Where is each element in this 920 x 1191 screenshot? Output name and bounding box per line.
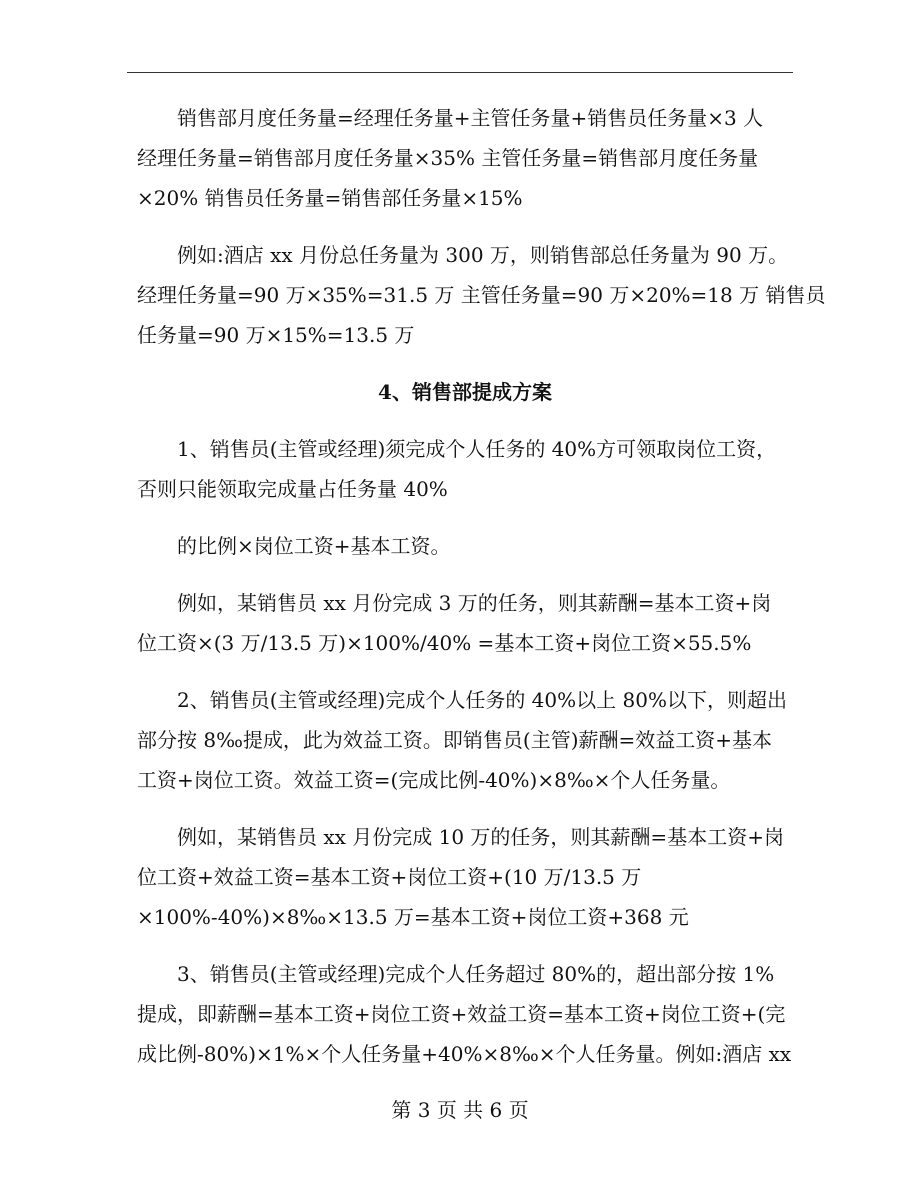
text-line: 位工资×(3 万/13.5 万)×100%/40% =基本工资+岗位工资×55.5% (137, 631, 752, 655)
text-line: 经理任务量=销售部月度任务量×35% 主管任务量=销售部月度任务量 (137, 146, 759, 170)
text-line: 工资+岗位工资。效益工资=(完成比例-40%)×8‰×个人任务量。 (137, 768, 731, 792)
text-line: 1、销售员(主管或经理)须完成个人任务的 40%方可领取岗位工资， (137, 437, 777, 461)
paragraph (137, 526, 793, 566)
paragraph (137, 98, 793, 218)
header-rule (127, 72, 793, 73)
text-line: 销售部月度任务量=经理任务量+主管任务量+销售员任务量×3 人 (137, 106, 764, 130)
text-line: 提成，即薪酬=基本工资+岗位工资+效益工资=基本工资+岗位工资+(完 (137, 1002, 786, 1026)
paragraph (137, 235, 826, 355)
text-line: 位工资+效益工资=基本工资+岗位工资+(10 万/13.5 万 (137, 865, 642, 889)
document-body (137, 98, 826, 1091)
text-line: 经理任务量=90 万×35%=31.5 万 主管任务量=90 万×20%=18 万 销售员 (137, 283, 826, 307)
paragraph (137, 680, 793, 800)
page-footer: 第 3 页 共 6 页 (391, 1098, 529, 1122)
text-line: ×20% 销售员任务量=销售部任务量×15% (137, 186, 523, 210)
text-line: 2、销售员(主管或经理)完成个人任务的 40%以上 80%以下，则超出 (137, 688, 787, 712)
text-line: 的比例×岗位工资+基本工资。 (137, 534, 451, 558)
paragraph (137, 583, 793, 663)
text-line: 任务量=90 万×15%=13.5 万 (137, 323, 415, 347)
text-line: 成比例-80%)×1%×个人任务量+40%×8‰×个人任务量。例如:酒店 xx (137, 1042, 792, 1066)
text-line: ×100%-40%)×8‰×13.5 万=基本工资+岗位工资+368 元 (137, 905, 689, 929)
paragraph (137, 954, 793, 1074)
text-line: 例如，某销售员 xx 月份完成 10 万的任务，则其薪酬=基本工资+岗 (137, 825, 784, 849)
section-heading: 4、销售部提成方案 (378, 380, 552, 404)
paragraph (137, 429, 793, 509)
text-line: 例如，某销售员 xx 月份完成 3 万的任务，则其薪酬=基本工资+岗 (137, 591, 772, 615)
text-line: 否则只能领取完成量占任务量 40% (137, 477, 448, 501)
paragraph (137, 817, 793, 937)
text-line: 例如:酒店 xx 月份总任务量为 300 万，则销售部总任务量为 90 万。 (137, 243, 789, 267)
text-line: 部分按 8‰提成，此为效益工资。即销售员(主管)薪酬=效益工资+基本 (137, 728, 773, 752)
text-line: 3、销售员(主管或经理)完成个人任务超过 80%的，超出部分按 1% (137, 962, 775, 986)
